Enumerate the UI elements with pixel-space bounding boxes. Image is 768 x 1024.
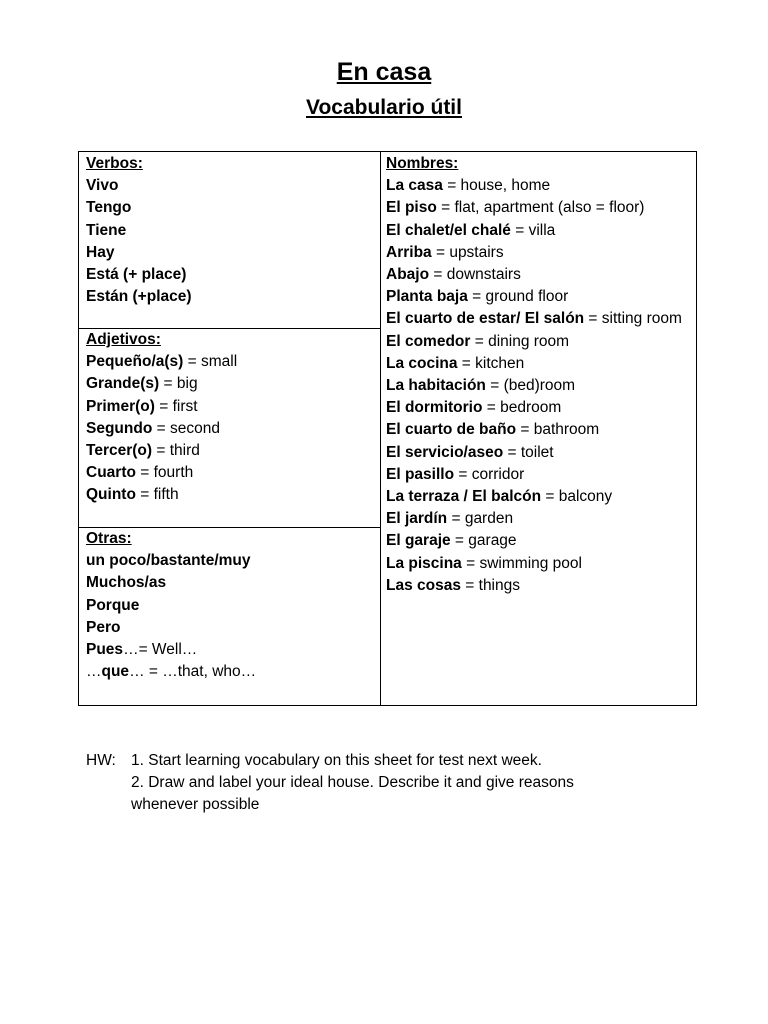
- homework-item: 1. Start learning vocabulary on this sheet for test next week.: [131, 752, 542, 769]
- otras-term: Pues: [86, 641, 124, 659]
- nombres-term: La casa: [386, 177, 443, 195]
- nombres-meaning: = flat, apartment (also = floor): [436, 199, 645, 217]
- verbos-term: Está (+ place): [86, 266, 187, 284]
- nombres-term: El comedor: [386, 332, 471, 350]
- nombres-term: Arriba: [386, 243, 432, 261]
- adjetivos-term: Segundo: [86, 419, 153, 437]
- document-title: En casa: [336, 58, 432, 86]
- nombres-meaning: = corridor: [454, 465, 525, 483]
- nombres-row: [386, 175, 696, 197]
- verbos-term: Están (+place): [86, 288, 192, 306]
- nombres-row: [386, 220, 696, 242]
- nombres-term: El servicio/aseo: [386, 443, 504, 461]
- nombres-row: [386, 530, 696, 552]
- nombres-meaning: = balcony: [541, 488, 613, 506]
- nombres-row: [386, 575, 696, 597]
- nombres-term: Planta baja: [386, 288, 468, 306]
- verbos-row: [86, 197, 376, 219]
- adjetivos-row: [86, 351, 376, 373]
- adjetivos-row: [86, 418, 376, 440]
- nombres-heading: Nombres:: [386, 155, 459, 172]
- adjetivos-cell: [86, 329, 376, 507]
- nombres-term: El garaje: [386, 532, 451, 550]
- otras-row: [86, 595, 376, 617]
- nombres-term: El jardín: [386, 510, 448, 528]
- verbos-row: [86, 286, 376, 308]
- verbos-row: [86, 242, 376, 264]
- verbos-cell: [86, 153, 376, 308]
- nombres-meaning: = upstairs: [431, 243, 504, 261]
- nombres-row: [386, 286, 696, 308]
- adjetivos-meaning: = small: [183, 353, 238, 371]
- nombres-meaning: = house, home: [442, 177, 551, 195]
- adjetivos-term: Primer(o): [86, 397, 155, 415]
- nombres-meaning: = bedroom: [482, 399, 562, 417]
- homework-item-continuation: whenever possible: [131, 796, 260, 814]
- verbos-term: Vivo: [86, 177, 119, 195]
- adjetivos-meaning: = second: [152, 419, 220, 437]
- nombres-row: [386, 242, 696, 264]
- homework-label: HW:: [86, 752, 116, 769]
- adjetivos-row: [86, 484, 376, 506]
- adjetivos-row: [86, 396, 376, 418]
- otras-term: Muchos/as: [86, 574, 167, 592]
- nombres-meaning: = downstairs: [429, 266, 521, 284]
- nombres-meaning: = bathroom: [516, 421, 600, 439]
- adjetivos-heading: Adjetivos:: [86, 331, 161, 348]
- otras-row: [86, 572, 376, 594]
- nombres-row: [386, 553, 696, 575]
- verbos-heading: Verbos:: [86, 155, 143, 172]
- nombres-meaning: = things: [460, 576, 520, 594]
- nombres-meaning: = kitchen: [457, 354, 525, 372]
- nombres-meaning: = toilet: [503, 443, 554, 461]
- otras-term: Pero: [86, 618, 121, 636]
- nombres-row: [386, 486, 696, 508]
- nombres-term: El cuarto de estar/ El salón: [386, 310, 585, 328]
- nombres-term: El cuarto de baño: [386, 421, 517, 439]
- adjetivos-term: Tercer(o): [86, 442, 153, 460]
- nombres-term: La terraza / El balcón: [386, 488, 542, 506]
- adjetivos-term: Pequeño/a(s): [86, 353, 184, 371]
- nombres-row: [386, 508, 696, 530]
- nombres-meaning: = swimming pool: [461, 554, 582, 572]
- nombres-meaning: = sitting room: [584, 310, 682, 328]
- nombres-row: [386, 419, 696, 441]
- nombres-term: La piscina: [386, 554, 462, 572]
- nombres-row: [386, 375, 696, 397]
- otras-row: [86, 639, 376, 661]
- nombres-row: [386, 353, 696, 375]
- nombres-term: La cocina: [386, 354, 458, 372]
- document-subtitle: Vocabulario útil: [306, 96, 462, 119]
- nombres-meaning: = dining room: [470, 332, 570, 350]
- nombres-term: El piso: [386, 199, 437, 217]
- verbos-row: [86, 264, 376, 286]
- adjetivos-meaning: = fourth: [135, 464, 194, 482]
- adjetivos-meaning: = first: [154, 397, 198, 415]
- otras-row: [86, 550, 376, 572]
- nombres-term: Las cosas: [386, 576, 461, 594]
- nombres-term: El pasillo: [386, 465, 455, 483]
- vocabulary-table: [78, 151, 697, 706]
- nombres-meaning: = garden: [447, 510, 514, 528]
- nombres-row: [386, 197, 696, 219]
- otras-row: [86, 617, 376, 639]
- otras-row: [86, 661, 376, 683]
- otras-heading: Otras:: [86, 530, 132, 547]
- otras-meaning: … = …that, who…: [129, 663, 257, 681]
- nombres-row: [386, 308, 696, 330]
- adjetivos-meaning: = big: [159, 375, 198, 393]
- nombres-meaning: = (bed)room: [485, 377, 576, 395]
- adjetivos-term: Quinto: [86, 486, 136, 504]
- nombres-row: [386, 264, 696, 286]
- nombres-term: El dormitorio: [386, 399, 483, 417]
- adjetivos-meaning: = fifth: [135, 486, 179, 504]
- adjetivos-row: [86, 373, 376, 395]
- otras-meaning: …= Well…: [123, 641, 198, 659]
- nombres-cell: [386, 153, 696, 597]
- homework-items: [131, 750, 631, 817]
- adjetivos-term: Cuarto: [86, 464, 136, 482]
- adjetivos-row: [86, 462, 376, 484]
- verbos-term: Tiene: [86, 221, 127, 239]
- nombres-term: La habitación: [386, 377, 486, 395]
- nombres-row: [386, 442, 696, 464]
- nombres-meaning: = villa: [510, 221, 556, 239]
- otras-term: un poco/bastante/muy: [86, 552, 251, 570]
- verbos-row: [86, 220, 376, 242]
- verbos-term: Tengo: [86, 199, 132, 217]
- verbos-term: Hay: [86, 243, 115, 261]
- nombres-meaning: = garage: [450, 532, 517, 550]
- homework-item: 2. Draw and label your ideal house. Describe it and give reasons: [131, 774, 574, 792]
- nombres-term: El chalet/el chalé: [386, 221, 511, 239]
- adjetivos-row: [86, 440, 376, 462]
- nombres-row: [386, 331, 696, 353]
- nombres-row: [386, 464, 696, 486]
- column-divider: [380, 152, 381, 705]
- otras-prefix: …: [86, 663, 102, 681]
- nombres-row: [386, 397, 696, 419]
- verbos-row: [86, 175, 376, 197]
- otras-term: Porque: [86, 596, 140, 614]
- adjetivos-meaning: = third: [152, 442, 200, 460]
- nombres-term: Abajo: [386, 266, 430, 284]
- otras-term: que: [101, 663, 130, 681]
- otras-cell: [86, 528, 376, 683]
- nombres-meaning: = ground floor: [467, 288, 569, 306]
- adjetivos-term: Grande(s): [86, 375, 160, 393]
